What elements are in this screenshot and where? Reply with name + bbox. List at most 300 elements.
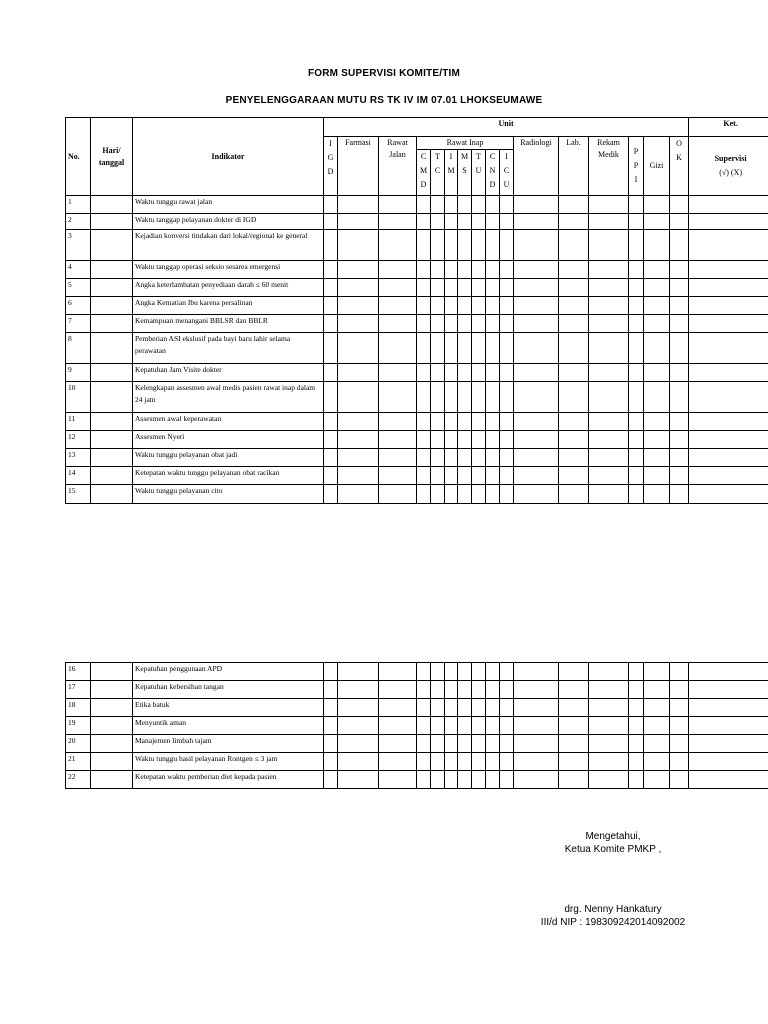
check-cell[interactable] bbox=[629, 735, 644, 753]
check-cell[interactable] bbox=[629, 413, 644, 431]
check-cell[interactable] bbox=[486, 230, 500, 261]
check-cell[interactable] bbox=[644, 771, 670, 789]
check-cell[interactable] bbox=[486, 196, 500, 214]
check-cell[interactable] bbox=[379, 315, 417, 333]
check-cell[interactable] bbox=[670, 230, 689, 261]
check-cell[interactable] bbox=[379, 261, 417, 279]
check-cell[interactable] bbox=[559, 753, 589, 771]
check-cell[interactable] bbox=[689, 753, 768, 771]
check-cell[interactable] bbox=[472, 717, 486, 735]
check-cell[interactable] bbox=[559, 364, 589, 382]
check-cell[interactable] bbox=[589, 413, 629, 431]
check-cell[interactable] bbox=[629, 382, 644, 413]
check-cell[interactable] bbox=[514, 681, 559, 699]
check-cell[interactable] bbox=[689, 717, 768, 735]
check-cell[interactable] bbox=[417, 315, 431, 333]
check-cell[interactable] bbox=[514, 663, 559, 681]
check-cell[interactable] bbox=[324, 753, 338, 771]
check-cell[interactable] bbox=[559, 196, 589, 214]
check-cell[interactable] bbox=[431, 315, 445, 333]
check-cell[interactable] bbox=[472, 735, 486, 753]
check-cell[interactable] bbox=[514, 382, 559, 413]
check-cell[interactable] bbox=[670, 717, 689, 735]
check-cell[interactable] bbox=[629, 261, 644, 279]
check-cell[interactable] bbox=[338, 315, 379, 333]
check-cell[interactable] bbox=[324, 735, 338, 753]
check-cell[interactable] bbox=[559, 230, 589, 261]
check-cell[interactable] bbox=[445, 771, 458, 789]
check-cell[interactable] bbox=[472, 681, 486, 699]
check-cell[interactable] bbox=[472, 230, 486, 261]
check-cell[interactable] bbox=[629, 681, 644, 699]
check-cell[interactable] bbox=[324, 681, 338, 699]
check-cell[interactable] bbox=[458, 413, 472, 431]
check-cell[interactable] bbox=[670, 279, 689, 297]
check-cell[interactable] bbox=[472, 449, 486, 467]
check-cell[interactable] bbox=[589, 717, 629, 735]
check-cell[interactable] bbox=[670, 413, 689, 431]
check-cell[interactable] bbox=[472, 467, 486, 485]
check-cell[interactable] bbox=[559, 214, 589, 230]
check-cell[interactable] bbox=[458, 717, 472, 735]
check-cell[interactable] bbox=[458, 431, 472, 449]
check-cell[interactable] bbox=[417, 364, 431, 382]
check-cell[interactable] bbox=[472, 431, 486, 449]
check-cell[interactable] bbox=[458, 449, 472, 467]
check-cell[interactable] bbox=[445, 753, 458, 771]
check-cell[interactable] bbox=[589, 196, 629, 214]
check-cell[interactable] bbox=[589, 297, 629, 315]
check-cell[interactable] bbox=[500, 364, 514, 382]
check-cell[interactable] bbox=[379, 297, 417, 315]
check-cell[interactable] bbox=[670, 261, 689, 279]
check-cell[interactable] bbox=[458, 699, 472, 717]
check-cell[interactable] bbox=[486, 214, 500, 230]
check-cell[interactable] bbox=[629, 431, 644, 449]
check-cell[interactable] bbox=[458, 485, 472, 504]
check-cell[interactable] bbox=[445, 382, 458, 413]
check-cell[interactable] bbox=[338, 333, 379, 364]
check-cell[interactable] bbox=[670, 753, 689, 771]
check-cell[interactable] bbox=[458, 261, 472, 279]
check-cell[interactable] bbox=[559, 297, 589, 315]
check-cell[interactable] bbox=[338, 196, 379, 214]
check-cell[interactable] bbox=[644, 467, 670, 485]
check-cell[interactable] bbox=[379, 771, 417, 789]
hari-tanggal-cell[interactable] bbox=[91, 382, 133, 413]
hari-tanggal-cell[interactable] bbox=[91, 735, 133, 753]
check-cell[interactable] bbox=[589, 431, 629, 449]
check-cell[interactable] bbox=[324, 333, 338, 364]
hari-tanggal-cell[interactable] bbox=[91, 717, 133, 735]
check-cell[interactable] bbox=[559, 449, 589, 467]
check-cell[interactable] bbox=[486, 297, 500, 315]
check-cell[interactable] bbox=[629, 214, 644, 230]
hari-tanggal-cell[interactable] bbox=[91, 681, 133, 699]
check-cell[interactable] bbox=[431, 413, 445, 431]
check-cell[interactable] bbox=[379, 279, 417, 297]
check-cell[interactable] bbox=[644, 413, 670, 431]
check-cell[interactable] bbox=[379, 364, 417, 382]
check-cell[interactable] bbox=[472, 364, 486, 382]
check-cell[interactable] bbox=[644, 261, 670, 279]
check-cell[interactable] bbox=[445, 297, 458, 315]
check-cell[interactable] bbox=[338, 364, 379, 382]
check-cell[interactable] bbox=[338, 413, 379, 431]
check-cell[interactable] bbox=[559, 717, 589, 735]
hari-tanggal-cell[interactable] bbox=[91, 431, 133, 449]
check-cell[interactable] bbox=[324, 279, 338, 297]
check-cell[interactable] bbox=[486, 699, 500, 717]
check-cell[interactable] bbox=[472, 315, 486, 333]
check-cell[interactable] bbox=[379, 699, 417, 717]
check-cell[interactable] bbox=[500, 333, 514, 364]
check-cell[interactable] bbox=[338, 663, 379, 681]
check-cell[interactable] bbox=[629, 663, 644, 681]
check-cell[interactable] bbox=[644, 699, 670, 717]
check-cell[interactable] bbox=[458, 382, 472, 413]
check-cell[interactable] bbox=[670, 382, 689, 413]
check-cell[interactable] bbox=[417, 333, 431, 364]
check-cell[interactable] bbox=[559, 663, 589, 681]
check-cell[interactable] bbox=[324, 315, 338, 333]
check-cell[interactable] bbox=[670, 297, 689, 315]
check-cell[interactable] bbox=[379, 449, 417, 467]
check-cell[interactable] bbox=[445, 333, 458, 364]
check-cell[interactable] bbox=[472, 333, 486, 364]
check-cell[interactable] bbox=[514, 364, 559, 382]
check-cell[interactable] bbox=[670, 485, 689, 504]
check-cell[interactable] bbox=[431, 663, 445, 681]
check-cell[interactable] bbox=[670, 467, 689, 485]
check-cell[interactable] bbox=[559, 431, 589, 449]
check-cell[interactable] bbox=[589, 681, 629, 699]
check-cell[interactable] bbox=[500, 449, 514, 467]
check-cell[interactable] bbox=[324, 196, 338, 214]
check-cell[interactable] bbox=[514, 699, 559, 717]
check-cell[interactable] bbox=[500, 196, 514, 214]
check-cell[interactable] bbox=[472, 382, 486, 413]
check-cell[interactable] bbox=[338, 279, 379, 297]
check-cell[interactable] bbox=[689, 699, 768, 717]
check-cell[interactable] bbox=[644, 753, 670, 771]
check-cell[interactable] bbox=[472, 753, 486, 771]
check-cell[interactable] bbox=[629, 717, 644, 735]
check-cell[interactable] bbox=[417, 261, 431, 279]
check-cell[interactable] bbox=[689, 485, 768, 504]
hari-tanggal-cell[interactable] bbox=[91, 449, 133, 467]
check-cell[interactable] bbox=[689, 315, 768, 333]
check-cell[interactable] bbox=[589, 364, 629, 382]
check-cell[interactable] bbox=[670, 449, 689, 467]
check-cell[interactable] bbox=[629, 196, 644, 214]
check-cell[interactable] bbox=[486, 279, 500, 297]
check-cell[interactable] bbox=[670, 196, 689, 214]
check-cell[interactable] bbox=[458, 364, 472, 382]
check-cell[interactable] bbox=[445, 431, 458, 449]
check-cell[interactable] bbox=[458, 315, 472, 333]
check-cell[interactable] bbox=[589, 735, 629, 753]
check-cell[interactable] bbox=[472, 413, 486, 431]
check-cell[interactable] bbox=[445, 699, 458, 717]
check-cell[interactable] bbox=[589, 279, 629, 297]
check-cell[interactable] bbox=[417, 214, 431, 230]
check-cell[interactable] bbox=[486, 261, 500, 279]
check-cell[interactable] bbox=[559, 485, 589, 504]
check-cell[interactable] bbox=[324, 717, 338, 735]
check-cell[interactable] bbox=[417, 230, 431, 261]
check-cell[interactable] bbox=[670, 681, 689, 699]
check-cell[interactable] bbox=[379, 333, 417, 364]
check-cell[interactable] bbox=[500, 315, 514, 333]
check-cell[interactable] bbox=[417, 297, 431, 315]
check-cell[interactable] bbox=[514, 333, 559, 364]
check-cell[interactable] bbox=[514, 297, 559, 315]
check-cell[interactable] bbox=[338, 735, 379, 753]
check-cell[interactable] bbox=[417, 663, 431, 681]
check-cell[interactable] bbox=[472, 214, 486, 230]
check-cell[interactable] bbox=[445, 735, 458, 753]
check-cell[interactable] bbox=[689, 196, 768, 214]
hari-tanggal-cell[interactable] bbox=[91, 230, 133, 261]
check-cell[interactable] bbox=[500, 771, 514, 789]
check-cell[interactable] bbox=[589, 663, 629, 681]
check-cell[interactable] bbox=[379, 230, 417, 261]
check-cell[interactable] bbox=[445, 279, 458, 297]
check-cell[interactable] bbox=[589, 771, 629, 789]
check-cell[interactable] bbox=[486, 771, 500, 789]
hari-tanggal-cell[interactable] bbox=[91, 333, 133, 364]
check-cell[interactable] bbox=[431, 333, 445, 364]
check-cell[interactable] bbox=[514, 279, 559, 297]
check-cell[interactable] bbox=[514, 771, 559, 789]
check-cell[interactable] bbox=[670, 771, 689, 789]
check-cell[interactable] bbox=[379, 717, 417, 735]
check-cell[interactable] bbox=[559, 467, 589, 485]
check-cell[interactable] bbox=[670, 431, 689, 449]
check-cell[interactable] bbox=[500, 467, 514, 485]
check-cell[interactable] bbox=[338, 297, 379, 315]
check-cell[interactable] bbox=[644, 230, 670, 261]
check-cell[interactable] bbox=[629, 364, 644, 382]
check-cell[interactable] bbox=[431, 467, 445, 485]
check-cell[interactable] bbox=[514, 753, 559, 771]
check-cell[interactable] bbox=[689, 333, 768, 364]
check-cell[interactable] bbox=[689, 771, 768, 789]
check-cell[interactable] bbox=[379, 753, 417, 771]
check-cell[interactable] bbox=[324, 771, 338, 789]
check-cell[interactable] bbox=[589, 699, 629, 717]
hari-tanggal-cell[interactable] bbox=[91, 279, 133, 297]
check-cell[interactable] bbox=[324, 431, 338, 449]
check-cell[interactable] bbox=[472, 771, 486, 789]
check-cell[interactable] bbox=[644, 681, 670, 699]
check-cell[interactable] bbox=[324, 699, 338, 717]
check-cell[interactable] bbox=[629, 699, 644, 717]
check-cell[interactable] bbox=[500, 261, 514, 279]
check-cell[interactable] bbox=[338, 717, 379, 735]
check-cell[interactable] bbox=[559, 382, 589, 413]
check-cell[interactable] bbox=[500, 279, 514, 297]
hari-tanggal-cell[interactable] bbox=[91, 699, 133, 717]
check-cell[interactable] bbox=[379, 382, 417, 413]
check-cell[interactable] bbox=[689, 735, 768, 753]
check-cell[interactable] bbox=[559, 771, 589, 789]
check-cell[interactable] bbox=[431, 717, 445, 735]
check-cell[interactable] bbox=[629, 771, 644, 789]
check-cell[interactable] bbox=[431, 261, 445, 279]
check-cell[interactable] bbox=[500, 214, 514, 230]
check-cell[interactable] bbox=[417, 449, 431, 467]
check-cell[interactable] bbox=[324, 297, 338, 315]
check-cell[interactable] bbox=[324, 663, 338, 681]
check-cell[interactable] bbox=[458, 230, 472, 261]
check-cell[interactable] bbox=[417, 699, 431, 717]
check-cell[interactable] bbox=[431, 699, 445, 717]
check-cell[interactable] bbox=[379, 431, 417, 449]
check-cell[interactable] bbox=[500, 230, 514, 261]
check-cell[interactable] bbox=[458, 771, 472, 789]
check-cell[interactable] bbox=[644, 214, 670, 230]
check-cell[interactable] bbox=[472, 196, 486, 214]
check-cell[interactable] bbox=[500, 297, 514, 315]
check-cell[interactable] bbox=[644, 333, 670, 364]
check-cell[interactable] bbox=[559, 279, 589, 297]
check-cell[interactable] bbox=[417, 196, 431, 214]
check-cell[interactable] bbox=[417, 467, 431, 485]
check-cell[interactable] bbox=[324, 449, 338, 467]
check-cell[interactable] bbox=[644, 735, 670, 753]
check-cell[interactable] bbox=[629, 315, 644, 333]
check-cell[interactable] bbox=[324, 413, 338, 431]
check-cell[interactable] bbox=[445, 364, 458, 382]
check-cell[interactable] bbox=[500, 413, 514, 431]
check-cell[interactable] bbox=[514, 196, 559, 214]
check-cell[interactable] bbox=[417, 431, 431, 449]
check-cell[interactable] bbox=[689, 297, 768, 315]
hari-tanggal-cell[interactable] bbox=[91, 261, 133, 279]
check-cell[interactable] bbox=[458, 279, 472, 297]
check-cell[interactable] bbox=[431, 382, 445, 413]
check-cell[interactable] bbox=[644, 382, 670, 413]
check-cell[interactable] bbox=[689, 230, 768, 261]
check-cell[interactable] bbox=[445, 449, 458, 467]
check-cell[interactable] bbox=[629, 297, 644, 315]
check-cell[interactable] bbox=[379, 485, 417, 504]
check-cell[interactable] bbox=[644, 364, 670, 382]
check-cell[interactable] bbox=[445, 413, 458, 431]
check-cell[interactable] bbox=[472, 279, 486, 297]
check-cell[interactable] bbox=[589, 315, 629, 333]
check-cell[interactable] bbox=[338, 214, 379, 230]
check-cell[interactable] bbox=[629, 230, 644, 261]
check-cell[interactable] bbox=[689, 214, 768, 230]
check-cell[interactable] bbox=[324, 230, 338, 261]
check-cell[interactable] bbox=[338, 753, 379, 771]
check-cell[interactable] bbox=[559, 413, 589, 431]
check-cell[interactable] bbox=[338, 485, 379, 504]
check-cell[interactable] bbox=[417, 279, 431, 297]
check-cell[interactable] bbox=[431, 681, 445, 699]
check-cell[interactable] bbox=[514, 230, 559, 261]
check-cell[interactable] bbox=[644, 717, 670, 735]
check-cell[interactable] bbox=[514, 449, 559, 467]
check-cell[interactable] bbox=[458, 735, 472, 753]
hari-tanggal-cell[interactable] bbox=[91, 485, 133, 504]
check-cell[interactable] bbox=[431, 364, 445, 382]
check-cell[interactable] bbox=[417, 753, 431, 771]
check-cell[interactable] bbox=[500, 717, 514, 735]
check-cell[interactable] bbox=[514, 315, 559, 333]
check-cell[interactable] bbox=[472, 663, 486, 681]
hari-tanggal-cell[interactable] bbox=[91, 364, 133, 382]
check-cell[interactable] bbox=[629, 449, 644, 467]
check-cell[interactable] bbox=[486, 735, 500, 753]
check-cell[interactable] bbox=[514, 467, 559, 485]
hari-tanggal-cell[interactable] bbox=[91, 297, 133, 315]
check-cell[interactable] bbox=[644, 663, 670, 681]
check-cell[interactable] bbox=[486, 315, 500, 333]
check-cell[interactable] bbox=[431, 279, 445, 297]
check-cell[interactable] bbox=[338, 230, 379, 261]
check-cell[interactable] bbox=[472, 699, 486, 717]
check-cell[interactable] bbox=[445, 261, 458, 279]
check-cell[interactable] bbox=[486, 717, 500, 735]
check-cell[interactable] bbox=[445, 196, 458, 214]
check-cell[interactable] bbox=[670, 663, 689, 681]
check-cell[interactable] bbox=[589, 382, 629, 413]
check-cell[interactable] bbox=[417, 485, 431, 504]
check-cell[interactable] bbox=[324, 382, 338, 413]
check-cell[interactable] bbox=[500, 382, 514, 413]
check-cell[interactable] bbox=[486, 467, 500, 485]
check-cell[interactable] bbox=[500, 681, 514, 699]
check-cell[interactable] bbox=[559, 333, 589, 364]
check-cell[interactable] bbox=[445, 717, 458, 735]
check-cell[interactable] bbox=[458, 467, 472, 485]
check-cell[interactable] bbox=[431, 753, 445, 771]
check-cell[interactable] bbox=[486, 413, 500, 431]
check-cell[interactable] bbox=[458, 681, 472, 699]
check-cell[interactable] bbox=[338, 467, 379, 485]
check-cell[interactable] bbox=[689, 261, 768, 279]
check-cell[interactable] bbox=[417, 681, 431, 699]
check-cell[interactable] bbox=[500, 699, 514, 717]
check-cell[interactable] bbox=[486, 382, 500, 413]
check-cell[interactable] bbox=[379, 413, 417, 431]
check-cell[interactable] bbox=[689, 663, 768, 681]
check-cell[interactable] bbox=[644, 196, 670, 214]
check-cell[interactable] bbox=[431, 214, 445, 230]
check-cell[interactable] bbox=[431, 735, 445, 753]
check-cell[interactable] bbox=[644, 449, 670, 467]
check-cell[interactable] bbox=[458, 663, 472, 681]
check-cell[interactable] bbox=[417, 413, 431, 431]
check-cell[interactable] bbox=[458, 214, 472, 230]
check-cell[interactable] bbox=[629, 279, 644, 297]
hari-tanggal-cell[interactable] bbox=[91, 196, 133, 214]
check-cell[interactable] bbox=[670, 214, 689, 230]
check-cell[interactable] bbox=[324, 214, 338, 230]
check-cell[interactable] bbox=[379, 735, 417, 753]
check-cell[interactable] bbox=[431, 431, 445, 449]
check-cell[interactable] bbox=[670, 333, 689, 364]
check-cell[interactable] bbox=[431, 771, 445, 789]
check-cell[interactable] bbox=[458, 196, 472, 214]
check-cell[interactable] bbox=[445, 681, 458, 699]
check-cell[interactable] bbox=[589, 467, 629, 485]
check-cell[interactable] bbox=[324, 364, 338, 382]
